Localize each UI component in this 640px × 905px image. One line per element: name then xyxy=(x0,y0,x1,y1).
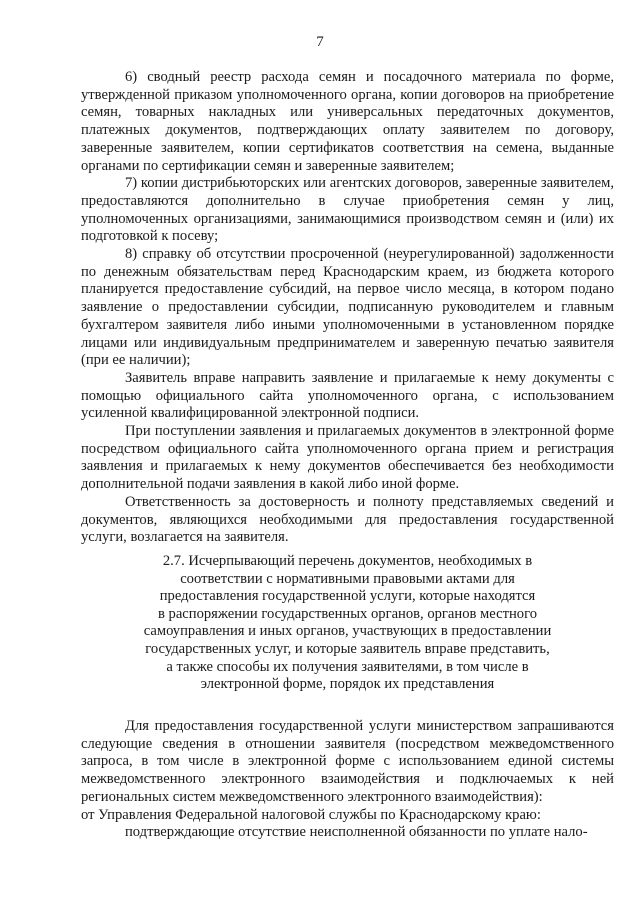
paragraph-electronic-receipt: При поступлении заявления и прилагаемых документов в электронной форме посредством официального сайта уполномоченного органа прием и регистрация заявления и прилагаемых к нему документов обеспечивается без необходимости дополнительной подачи заявления в какой либо иной форме. xyxy=(81,423,614,493)
paragraph-responsibility: Ответственность за достоверность и полноту представляемых сведений и документов, являющихся необходимыми для предоставления государственной услуги, возлагается на заявителя. xyxy=(81,493,614,546)
heading-line: электронной форме, порядок их представления xyxy=(200,676,495,693)
closing-text xyxy=(81,718,614,842)
heading-line: соответствии с нормативными правовыми актами для xyxy=(180,570,515,587)
heading-line: 2.7. Исчерпывающий перечень документов, необходимых в xyxy=(162,553,533,569)
paragraph-item-8: 8) справку об отсутствии просроченной (неурегулированной) задолженности по денежным обязательствам перед Краснодарским краем, из бюджета которого планируется предоставление субсидий, на первое число месяца, в котором подано заявление о предоставлении субсидии, подписанную руководителем и главным бухгалтером заявителя либо иными уполномоченными в установленном порядке лицами или индивидуальным предпринимателем и заверенную печатью заявителя (при ее наличии); xyxy=(81,246,614,369)
paragraph-item-7: 7) копии дистрибьюторских или агентских договоров, заверенные заявителем, предоставляются дополнительно в случае приобретения семян у лиц, уполномоченных организациями, занимающимися производством семян и (или) их подготовкой к посеву; xyxy=(81,175,614,245)
heading-line: предоставления государственной услуги, которые находятся xyxy=(159,588,536,605)
heading-line: самоуправления и иных органов, участвующих в предоставлении xyxy=(143,623,552,640)
heading-line: государственных услуг, и которые заявитель вправе представить, xyxy=(145,640,550,657)
paragraph-tax-service: от Управления Федеральной налоговой службы по Краснодарскому краю: xyxy=(81,806,541,823)
paragraph-electronic-submission: Заявитель вправе направить заявление и прилагаемые к нему документы с помощью официального сайта уполномоченного органа, с использованием усиленной квалифицированной электронной подписи. xyxy=(81,369,614,422)
body-text xyxy=(81,69,614,547)
heading-line: в распоряжении государственных органов, органов местного xyxy=(157,605,538,622)
heading-line: а также способы их получения заявителями, в том числе в xyxy=(166,658,529,675)
page-number: 7 xyxy=(316,34,324,50)
paragraph-item-6: 6) сводный реестр расхода семян и посадочного материала по форме, утвержденной приказом уполномоченного органа, копии договоров на приобретение семян, товарных накладных или универсальных передаточных документов, платежных документов, подтверждающих оплату заявителем по договору, заверенные заявителем, копии сертификатов соответствия на семена, выданные органами по сертификации семян и заверенные заявителем; xyxy=(81,69,614,174)
section-heading-2-7 xyxy=(81,553,614,694)
paragraph-tax-obligation: подтверждающие отсутствие неисполненной обязанности по уплате нало- xyxy=(125,824,588,841)
paragraph-interagency-request: Для предоставления государственной услуги министерством запрашиваются следующие сведения в отношении заявителя (посредством межведомственного запроса, в том числе в электронной форме с использованием единой системы межведомственного электронного взаимодействия и подключаемых к ней региональных систем межведомственного электронного взаимодействия): xyxy=(81,718,614,805)
